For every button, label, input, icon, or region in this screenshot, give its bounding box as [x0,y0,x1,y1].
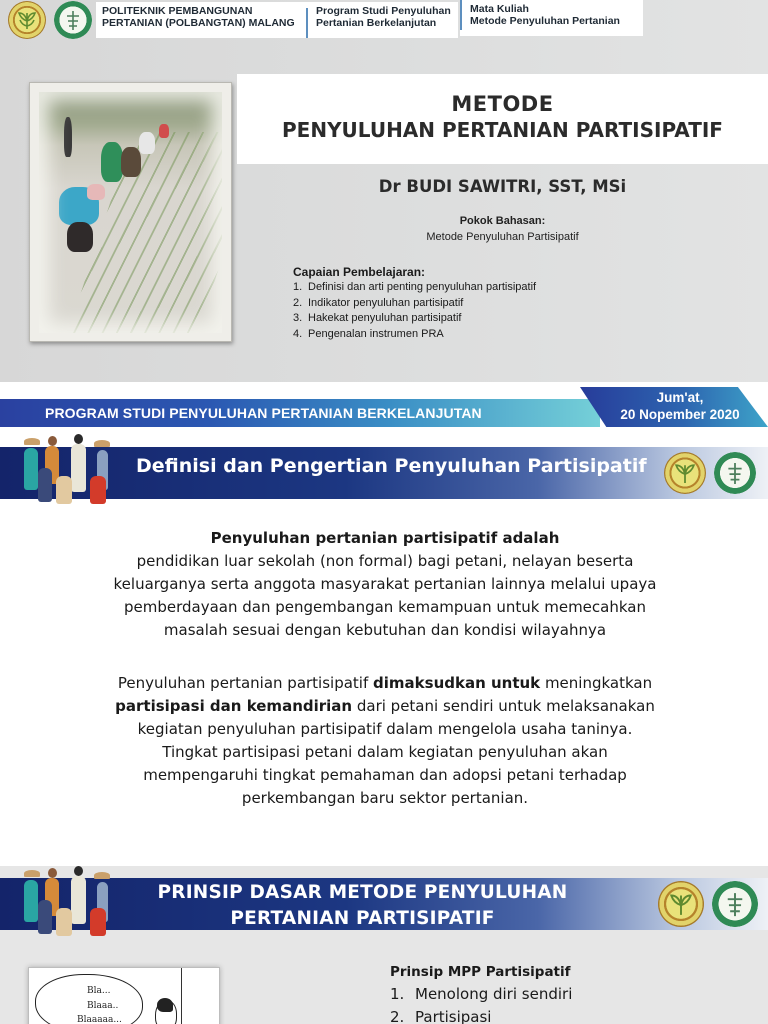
text-line: Penyuluhan pertanian partisipatif dimaksudkan untuk meningkatkan [117,674,653,692]
polbangtan-logo-icon [54,1,92,39]
definition-heading: Penyuluhan pertanian partisipatif adalah [210,529,560,547]
author-name: Dr BUDI SAWITRI, SST, MSi [378,177,627,196]
slide-title [0,0,768,382]
slide-title-line-1: METODE [451,92,554,116]
footer-day: Jum'at, [656,390,704,405]
footer-date [610,389,750,423]
text-line: partisipasi dan kemandirian dari petani sendiri untuk melaksanakan [115,697,655,715]
program-line-2: Pertanian Berkelanjutan [316,17,437,29]
institution-line-1: POLITEKNIK PEMBANGUNAN [102,5,253,17]
slide-heading-line-2: PERTANIAN PARTISIPATIF [230,908,495,929]
text-line: perkembangan baru sektor pertanian. [241,789,529,807]
panel-divider [181,968,182,1024]
list-item: 1. Definisi dan arti penting penyuluhan partisipatif [293,281,537,293]
text-line: mempengaruhi tingkat pemahaman dan adopsi petani terhadap [143,766,627,784]
ministry-logo-icon [8,1,46,39]
purpose-paragraph [60,672,710,810]
bubble-text: Blaaa.. [87,1001,119,1011]
list-item: 2. Indikator penyuluhan partisipatif [293,296,464,309]
program-line-1: Program Studi Penyuluhan [316,5,451,17]
slide-heading: Definisi dan Pengertian Penyuluhan Partisipatif [136,455,647,477]
farmers-photo [29,82,232,342]
list-item: 2. Partisipasi [390,1008,492,1024]
ministry-logo-icon [664,452,706,494]
header-divider [306,8,308,38]
program-name [306,2,458,38]
course-value: Metode Penyuluhan Pertanian [470,15,620,27]
institution-name [96,2,306,38]
learning-outcomes-heading: Capaian Pembelajaran: [293,265,426,279]
topic-label: Pokok Bahasan: [459,215,546,227]
institution-line-2: PERTANIAN (POLBANGTAN) MALANG [102,17,295,29]
footer-program: PROGRAM STUDI PENYULUHAN PERTANIAN BERKELANJUTAN [45,405,482,421]
text-line: Tingkat partisipasi petani dalam kegiatan penyuluhan akan [162,743,608,761]
learning-outcomes [293,265,536,342]
text-line: pemberdayaan dan pengembangan kemampuan untuk memecahkan [124,598,646,616]
topic-value: Metode Penyuluhan Partisipatif [426,231,579,243]
course-name [460,0,643,36]
bubble-text: Blaaaaa... [77,1015,122,1024]
slide-heading-line-1: PRINSIP DASAR METODE PENYULUHAN [157,882,568,903]
slide-footer [0,390,768,430]
text-line: kegiatan penyuluhan partisipatif dalam mengelola usaha taninya. [137,720,633,738]
farmers-illustration-icon [18,432,118,504]
speech-cartoon-image [28,967,220,1024]
text-line: masalah sesuai dengan kebutuhan dan kondisi wilayahnya [163,621,607,639]
header-divider [460,0,462,30]
list-item: 4. Pengenalan instrumen PRA [293,327,444,340]
person-hair-icon [157,998,173,1012]
rice-field-image [39,92,222,333]
course-label: Mata Kuliah [470,3,529,15]
text-line: keluarganya serta anggota masyarakat pertanian lainnya melalui upaya [113,575,657,593]
slide-heading [140,880,585,932]
bubble-text: Bla... [87,986,111,996]
ministry-logo-icon [658,881,704,927]
principles-heading: Prinsip MPP Partisipatif [390,964,571,980]
text-line: pendidikan luar sekolah (non formal) bagi petani, nelayan beserta [136,552,634,570]
list-item: 3. Hakekat penyuluhan partisipatif [293,312,462,324]
learning-outcomes-list [293,280,536,342]
footer-date-value: 20 Nopember 2020 [620,407,740,422]
list-item: 1. Menolong diri sendiri [390,985,573,1003]
polbangtan-logo-icon [714,452,756,494]
principles-list [390,964,572,1024]
farmers-illustration-icon [18,864,118,936]
definition-paragraph [60,527,710,642]
slide-title-line-2: PENYULUHAN PERTANIAN PARTISIPATIF [282,118,723,142]
polbangtan-logo-icon [712,881,758,927]
